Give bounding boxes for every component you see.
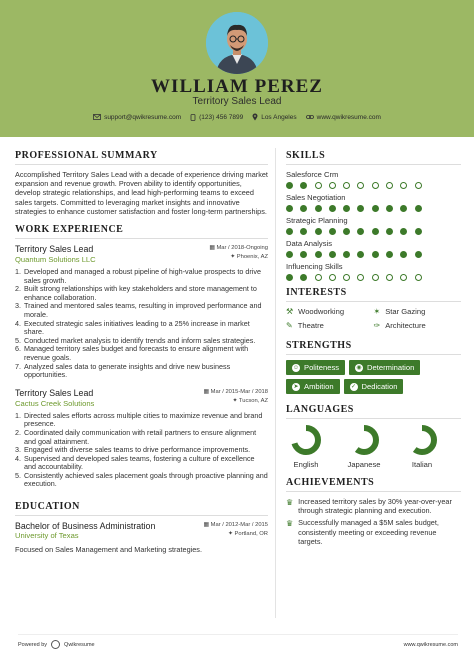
skill-name: Influencing Skills xyxy=(286,262,343,271)
interest-label: Star Gazing xyxy=(385,307,426,316)
list-item: 7. Analyzed sales data to generate insights and drive new business opportunities. xyxy=(23,363,268,380)
plane-icon: ➤ xyxy=(293,384,299,390)
list-item: 3. Trained and mentored sales teams, resulting in improved performance and morale. xyxy=(23,302,268,319)
languages-list xyxy=(286,424,461,469)
contact-location xyxy=(252,113,296,121)
rating-dot xyxy=(386,228,393,235)
company-name: Cactus Creek Solutions xyxy=(15,398,95,408)
header-banner xyxy=(0,0,474,137)
rating-dot xyxy=(286,251,293,258)
contact-bar xyxy=(0,113,474,121)
contact-website[interactable] xyxy=(306,114,381,121)
strengths-heading: STRENGTHS xyxy=(286,340,461,355)
skill-rating xyxy=(286,251,461,258)
language-item xyxy=(403,424,441,469)
interest-item xyxy=(286,321,374,330)
language-item xyxy=(287,424,325,469)
summary-text: Accomplished Territory Sales Lead with a decade of experience driving market expansion and revenue growth. Proven ability to identify opportunities, develop strategic relationships, and lead high-performing teams to exceed sales targets. Committed to leveraging market insights and innovative strategies to enhance customer satisfaction and foster long-term partnerships. xyxy=(15,170,268,216)
brand-name[interactable]: Qwikresume xyxy=(64,641,95,648)
job-entry xyxy=(15,388,268,489)
rating-dot xyxy=(372,274,379,281)
rating-dot xyxy=(300,251,307,258)
strength-label: Dedication xyxy=(361,382,398,391)
skill-name: Salesforce Crm xyxy=(286,170,339,179)
contact-phone[interactable] xyxy=(190,114,243,121)
rating-dot xyxy=(357,205,364,212)
ticket-icon: ✎ xyxy=(286,321,293,330)
achievements-section xyxy=(286,477,461,546)
edu-location: Portland, OR xyxy=(234,531,268,538)
language-name: English xyxy=(293,460,319,469)
link-icon xyxy=(306,114,314,120)
phone-icon xyxy=(190,114,196,121)
location-pin-icon xyxy=(252,113,258,121)
language-level-ring xyxy=(406,424,438,456)
rating-dot xyxy=(329,205,336,212)
rating-dot xyxy=(300,274,307,281)
rating-dot xyxy=(286,182,293,189)
rating-dot xyxy=(386,182,393,189)
location-pin-icon: ✦ xyxy=(232,397,238,404)
star-icon: ✶ xyxy=(373,307,381,316)
rating-dot xyxy=(415,182,422,189)
skill-item xyxy=(286,216,461,235)
phone-text: (123) 456 7899 xyxy=(199,113,244,121)
rating-dot xyxy=(343,274,350,281)
trophy-icon: ♛ xyxy=(286,519,294,529)
rating-dot xyxy=(400,274,407,281)
right-column xyxy=(286,150,461,549)
rating-dot xyxy=(386,274,393,281)
rating-dot xyxy=(300,228,307,235)
list-item: 4. Supervised and developed sales teams, fostering a culture of excellence and accountability. xyxy=(23,455,268,472)
interest-item xyxy=(286,307,374,316)
skill-name: Data Analysis xyxy=(286,239,333,248)
rating-dot xyxy=(400,182,407,189)
skills-heading: SKILLS xyxy=(286,150,461,165)
strength-tag xyxy=(286,360,345,375)
achievement-text: Increased territory sales by 30% year-over-year through strategic planning and execution. xyxy=(298,497,452,516)
list-item: 4. Executed strategic sales initiatives leading to a 25% increase in market share. xyxy=(23,320,268,337)
smile-icon: ☺ xyxy=(292,364,300,371)
edu-date: Mar / 2012-Mar / 2015 xyxy=(210,522,268,529)
skill-item xyxy=(286,239,461,258)
job-location: Tucson, AZ xyxy=(238,397,268,404)
candidate-name: WILLIAM PEREZ xyxy=(151,76,323,97)
rating-dot xyxy=(357,228,364,235)
rating-dot xyxy=(329,251,336,258)
achievement-text: Successfully managed a $5M sales budget, consistently meeting or exceeding revenue targets. xyxy=(298,518,439,546)
school-name: University of Texas xyxy=(15,531,79,541)
list-item: 2. Coordinated daily communication with retail partners to ensure alignment and goal attainment. xyxy=(23,429,268,446)
strength-tag xyxy=(286,379,340,394)
rating-dot xyxy=(315,205,322,212)
rating-dot xyxy=(343,251,350,258)
column-divider xyxy=(275,148,276,618)
strengths-section xyxy=(286,340,461,394)
achievements-heading: ACHIEVEMENTS xyxy=(286,477,461,492)
location-pin-icon: ✦ xyxy=(228,531,233,538)
rating-dot xyxy=(286,228,293,235)
language-name: Italian xyxy=(411,460,433,469)
rating-dot xyxy=(386,251,393,258)
website-text: www.qwikresume.com xyxy=(316,113,381,121)
interest-item xyxy=(374,307,462,316)
skill-item xyxy=(286,262,461,281)
email-text: support@qwikresume.com xyxy=(104,113,182,121)
skill-rating xyxy=(286,274,461,281)
hammer-icon: ⚒ xyxy=(286,307,294,316)
rating-dot xyxy=(315,251,322,258)
skills-list xyxy=(286,170,461,281)
location-pin-icon: ✦ xyxy=(230,254,236,261)
rating-dot xyxy=(415,228,422,235)
list-item: 3. Engaged with diverse sales teams to drive performance improvements. xyxy=(23,446,268,455)
target-icon: ◉ xyxy=(356,365,362,371)
rating-dot xyxy=(372,251,379,258)
rating-dot xyxy=(329,182,336,189)
strength-label: Ambition xyxy=(304,382,334,391)
powered-by-text: Powered by xyxy=(18,641,48,648)
education-focus: Focused on Sales Management and Marketing strategies. xyxy=(15,545,202,555)
job-bullets xyxy=(15,268,268,380)
degree-title: Bachelor of Business Administration xyxy=(15,521,156,532)
rating-dot xyxy=(386,205,393,212)
avatar xyxy=(206,12,268,74)
education-heading: EDUCATION xyxy=(15,501,268,516)
language-level-ring xyxy=(348,424,380,456)
footer xyxy=(18,640,458,649)
job-bullets xyxy=(15,412,268,489)
language-level-ring xyxy=(290,424,322,456)
location-text: Los Angeles xyxy=(261,113,297,121)
rating-dot xyxy=(415,274,422,281)
interest-label: Architecture xyxy=(385,321,426,330)
job-title: Territory Sales Lead xyxy=(15,387,94,398)
rating-dot xyxy=(329,228,336,235)
rating-dot xyxy=(315,228,322,235)
job-entry xyxy=(15,244,268,380)
rating-dot xyxy=(357,182,364,189)
strength-tag xyxy=(344,379,404,394)
rating-dot xyxy=(300,182,307,189)
list-item: 6. Managed territory sales budget and forecasts to ensure alignment with revenue goals. xyxy=(23,345,268,362)
rating-dot xyxy=(329,274,336,281)
interest-label: Woodworking xyxy=(298,307,345,316)
strength-label: Politeness xyxy=(304,363,340,372)
skill-item xyxy=(286,170,461,189)
rating-dot xyxy=(400,251,407,258)
skill-name: Strategic Planning xyxy=(286,216,348,225)
rating-dot xyxy=(315,274,322,281)
candidate-title: Territory Sales Lead xyxy=(192,96,282,107)
mail-icon xyxy=(93,114,101,120)
check-icon: ✓ xyxy=(351,384,357,390)
rating-dot xyxy=(286,274,293,281)
calendar-icon: ▦ xyxy=(209,245,215,252)
strength-tag xyxy=(349,360,420,375)
job-title: Territory Sales Lead xyxy=(15,244,94,255)
experience-heading: WORK EXPERIENCE xyxy=(15,224,268,239)
language-item xyxy=(345,424,383,469)
pen-icon: ✑ xyxy=(373,321,381,330)
strength-label: Determination xyxy=(367,363,415,372)
achievement-item xyxy=(286,497,461,515)
rating-dot xyxy=(400,205,407,212)
languages-heading: LANGUAGES xyxy=(286,404,461,419)
skill-rating xyxy=(286,182,461,189)
rating-dot xyxy=(415,205,422,212)
job-location: Phoenix, AZ xyxy=(236,254,268,261)
rating-dot xyxy=(286,205,293,212)
rating-dot xyxy=(372,228,379,235)
company-name: Quantum Solutions LLC xyxy=(15,255,96,265)
trophy-icon: ♛ xyxy=(286,498,294,507)
summary-section xyxy=(15,150,268,216)
education-section xyxy=(15,501,268,554)
rating-dot xyxy=(315,182,322,189)
skills-section xyxy=(286,150,461,281)
languages-section xyxy=(286,404,461,469)
achievement-item xyxy=(286,518,461,546)
skill-rating xyxy=(286,205,461,212)
list-item: 5. Conducted market analysis to identify trends and inform sales strategies. xyxy=(23,337,268,346)
summary-heading: PROFESSIONAL SUMMARY xyxy=(15,150,268,165)
rating-dot xyxy=(415,251,422,258)
rating-dot xyxy=(372,182,379,189)
footer-rule xyxy=(18,634,458,635)
footer-website[interactable]: www.qwikresume.com xyxy=(403,641,458,648)
list-item: 5. Consistently achieved sales placement goals through proactive planning and execution. xyxy=(23,472,268,489)
qwikresume-logo-icon xyxy=(51,640,60,649)
calendar-icon: ▦ xyxy=(203,522,210,529)
list-item: 2. Built strong relationships with key stakeholders and store management to enhance collaboration. xyxy=(23,285,268,302)
rating-dot xyxy=(372,205,379,212)
calendar-icon: ▦ xyxy=(203,388,210,395)
experience-section xyxy=(15,224,268,489)
interest-label: Theatre xyxy=(297,321,324,330)
rating-dot xyxy=(300,205,307,212)
rating-dot xyxy=(357,251,364,258)
interests-section xyxy=(286,287,461,330)
rating-dot xyxy=(343,182,350,189)
rating-dot xyxy=(400,228,407,235)
skill-name: Sales Negotiation xyxy=(286,193,346,202)
interest-item xyxy=(374,321,462,330)
contact-email[interactable] xyxy=(93,114,181,121)
language-name: Japanese xyxy=(347,460,381,469)
skill-rating xyxy=(286,228,461,235)
skill-item xyxy=(286,193,461,212)
rating-dot xyxy=(357,274,364,281)
list-item: 1. Developed and managed a robust pipeline of high-value prospects to drive sales growth. xyxy=(23,268,268,285)
rating-dot xyxy=(343,205,350,212)
interests-heading: INTERESTS xyxy=(286,287,461,302)
job-date: Mar / 2018-Ongoing xyxy=(216,245,268,252)
left-column xyxy=(15,150,268,554)
rating-dot xyxy=(343,228,350,235)
job-date: Mar / 2015-Mar / 2018 xyxy=(210,388,268,395)
list-item: 1. Directed sales efforts across multiple cities to maximize revenue and brand presence. xyxy=(23,412,268,429)
